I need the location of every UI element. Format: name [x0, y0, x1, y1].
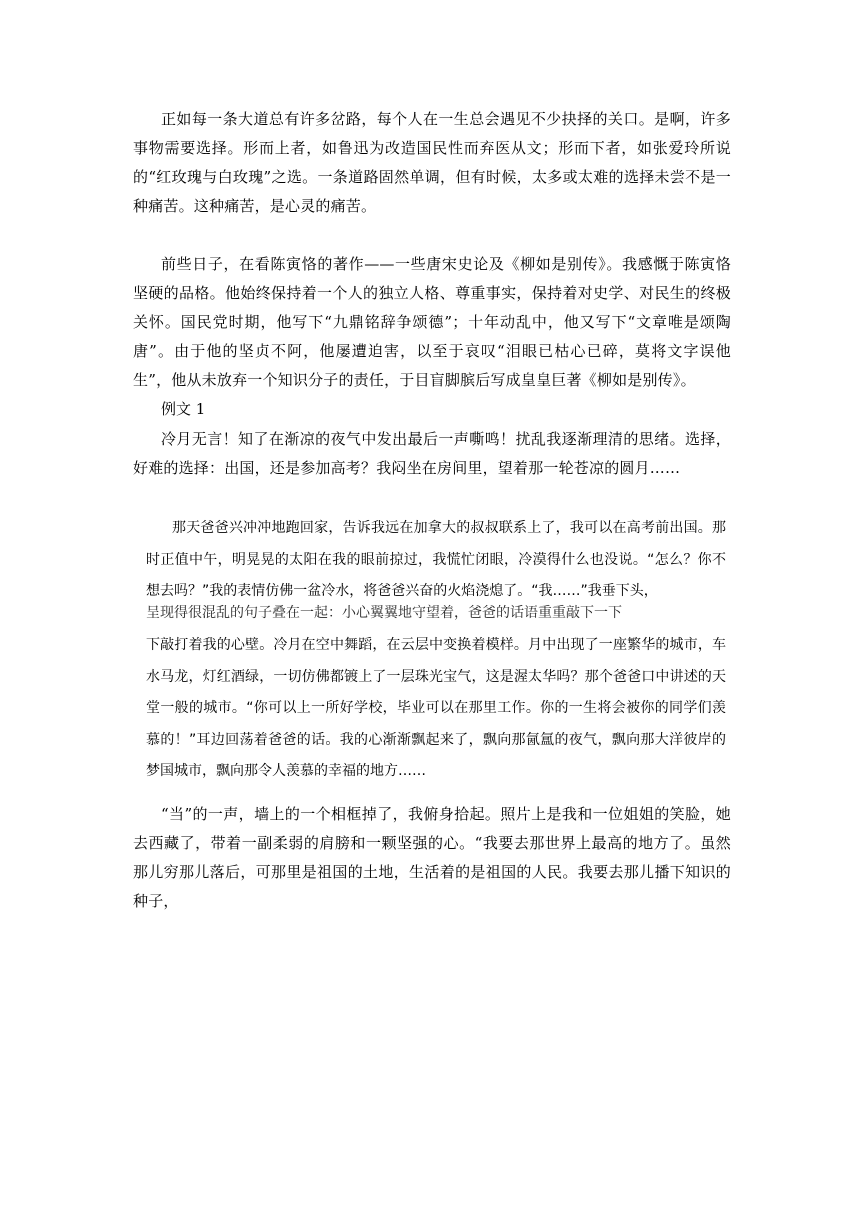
- paragraph-choices-intro: 正如每一条大道总有许多岔路，每个人在一生总会遇见不少抉择的关口。是啊，许多事物需要选择。形而上者，如鲁迅为改造国民性而弃医从文；形而下者，如张爱玲所说的“红玫瑰与白玫瑰”之选。一条道路固然单调，但有时候，太多或太难的选择未尝不是一种痛苦。这种痛苦，是心灵的痛苦。: [133, 110, 731, 215]
- quoted-paragraph-dad: 那天爸爸兴冲冲地跑回家，告诉我远在加拿大的叔叔联系上了，我可以在高考前出国。那时正值中午，明晃晃的太阳在我的眼前掠过，我慌忙闭眼，冷漠得什么也没说。“怎么？你不想去吗？”我的表情仿佛一盆冷水，将爸爸兴奋的火焰浇熄了。“我……”我垂下头，: [146, 520, 726, 600]
- quoted-paragraph-continued: 下敲打着我的心壁。冷月在空中舞蹈，在云层中变换着模样。月中出现了一座繁华的城市，车水马龙，灯红酒绿，一切仿佛都镀上了一层珠光宝气，这是渥太华吗？那个爸爸口中讲述的天堂一般的城市。“你可以上一所好学校，毕业可以在那里工作。你的一生将会被你的同学们羡慕的！”耳边回荡着爸爸的话。我的心渐渐飘起来了，飘向那氤氲的夜气，飘向那大洋彼岸的梦国城市，飘向那令人羡慕的幸福的地方……: [146, 637, 726, 780]
- garbled-overlapping-line: 呈现得很混乱的句子叠在一起：小心翼翼地守望着，爸爸的话语重重敲下一下: [146, 605, 622, 621]
- paragraph-chen-yinke: 前些日子，在看陈寅恪的著作——一些唐宋史论及《柳如是别传》。我感慨于陈寅恪坚硬的品格。他始终保持着一个人的独立人格、尊重事实，保持着对史学、对民生的终极关怀。国民党时期，他写下“九鼎铭辞争颂德”；十年动乱中，他又写下“文章唯是颂陶唐”。由于他的坚贞不阿，他屡遭迫害，以至于哀叹“泪眼已枯心已碎，莫将文字误他生”，他从未放弃一个知识分子的责任，于目盲脚膑后写成皇皇巨著《柳如是别传》。: [133, 255, 731, 389]
- paragraph-cold-moon: 冷月无言！知了在渐凉的夜气中发出最后一声嘶鸣！扰乱我逐渐理清的思绪。选择，好难的选择：出国，还是参加高考？我闷坐在房间里，望着那一轮苍凉的圆月……: [133, 430, 731, 477]
- example-label: 例文 1: [161, 400, 206, 418]
- paragraph-photo-frame: “当”的一声，墙上的一个相框掉了，我俯身拾起。照片上是我和一位姐姐的笑脸，她去西藏了，带着一副柔弱的肩膀和一颗坚强的心。“我要去那世界上最高的地方了。虽然那儿穷那儿落后，可那里是祖国的土地，生活着的是祖国的人民。我要去那儿播下知识的种子，: [133, 805, 731, 910]
